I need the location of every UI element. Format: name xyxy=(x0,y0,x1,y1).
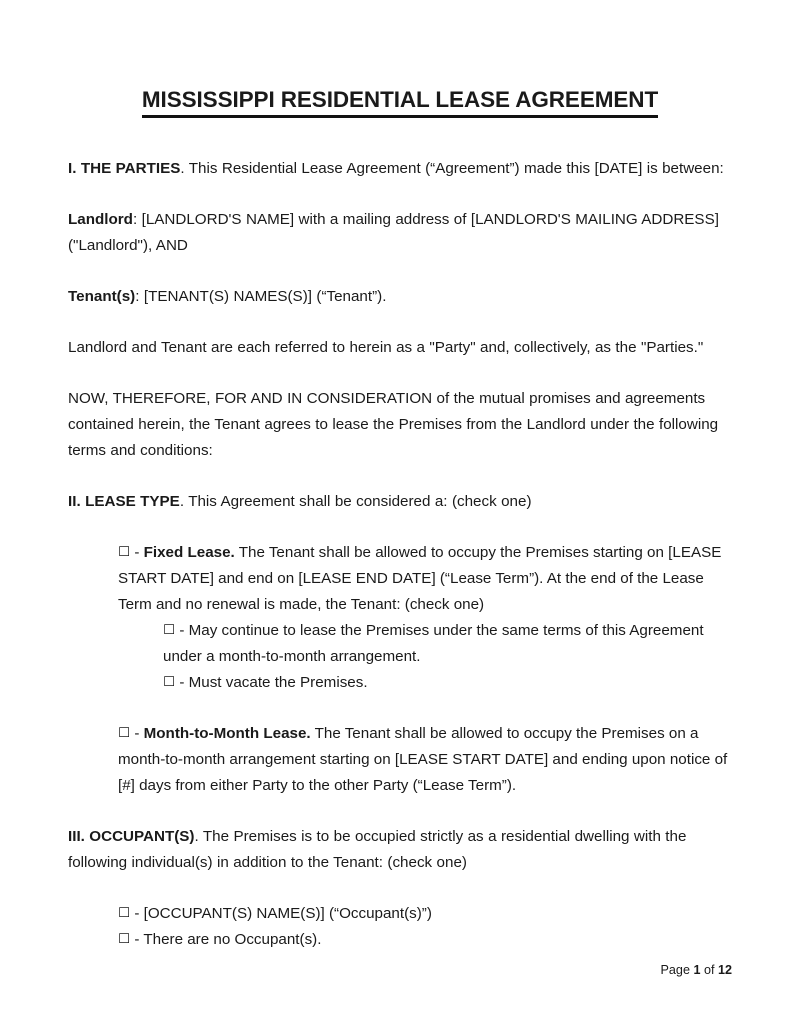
month-to-month-clause xyxy=(68,721,732,799)
occupant-options-block xyxy=(68,901,732,953)
consideration-paragraph: NOW, THEREFORE, FOR AND IN CONSIDERATION of the mutual promises and agreements contained herein, the Tenant agrees to lease the Premises from the Landlord under the following terms and conditions: xyxy=(68,389,719,459)
section-occupants-heading-suffix: . xyxy=(194,827,199,845)
month-to-month-clause-block xyxy=(68,721,732,799)
footer-total-pages: 12 xyxy=(717,963,732,977)
landlord-paragraph xyxy=(68,207,732,259)
checkbox-icon-must-vacate[interactable]: ☐ xyxy=(163,673,176,690)
section-occupants-intro: The Premises is to be occupied strictly as a residential dwelling with the following individual(s) in addition to the Tenant: (check one) xyxy=(68,827,687,871)
must-vacate-dash: - xyxy=(175,673,189,691)
tenant-label: Tenant(s) xyxy=(68,287,136,305)
page-title xyxy=(68,0,732,118)
page-title-text: MISSISSIPPI RESIDENTIAL LEASE AGREEMENT xyxy=(142,88,658,118)
checkbox-icon-occupant-names[interactable]: ☐ xyxy=(118,904,131,921)
month-to-month-text: The Tenant shall be allowed to occupy the Premises on a month-to-month arrangement starting on [LEASE START DATE] and ending upon notice of [#] days from either Party to the other Party (“Lease Term”). xyxy=(118,724,728,794)
no-occupants-text: There are no Occupant(s). xyxy=(143,930,322,948)
fixed-lease-clause-block xyxy=(68,540,732,696)
must-vacate-text: Must vacate the Premises. xyxy=(188,673,368,691)
occupant-names-text: [OCCUPANT(S) NAME(S)] (“Occupant(s)”) xyxy=(143,904,432,922)
party-definition-paragraph: Landlord and Tenant are each referred to herein as a "Party" and, collectively, as the "Parties." xyxy=(68,338,704,356)
section-parties-heading: I. THE PARTIES xyxy=(68,159,181,177)
landlord-text: : [LANDLORD'S NAME] with a mailing address of [LANDLORD'S MAILING ADDRESS] ("Landlord"), AND xyxy=(68,210,719,254)
month-to-month-dash: - xyxy=(130,724,144,742)
section-parties-intro: This Residential Lease Agreement (“Agreement”) made this [DATE] is between: xyxy=(184,159,724,177)
checkbox-icon-no-occupants[interactable]: ☐ xyxy=(118,930,131,947)
fixed-lease-dash: - xyxy=(130,543,144,561)
fixed-lease-text: The Tenant shall be allowed to occupy the Premises starting on [LEASE START DATE] and end on [LEASE END DATE] (“Lease Term”). At the end of the Lease Term and no renewal is made, the Tenant: (check one) xyxy=(118,543,722,613)
no-occupants-dash: - xyxy=(130,930,144,948)
continue-lease-dash: - xyxy=(175,621,189,639)
occupant-option-none xyxy=(68,927,732,953)
continue-lease-text: May continue to lease the Premises under the same terms of this Agreement under a month-to-month arrangement. xyxy=(163,621,704,665)
checkbox-icon-continue-lease[interactable]: ☐ xyxy=(163,621,176,638)
tenant-paragraph xyxy=(68,284,732,310)
footer-middle: of xyxy=(700,963,718,977)
section-lease-type xyxy=(68,489,732,515)
tenant-text: : [TENANT(S) NAMES(S)] (“Tenant”). xyxy=(135,287,387,305)
fixed-lease-clause xyxy=(68,540,732,618)
checkbox-icon-month-to-month[interactable]: ☐ xyxy=(118,724,131,741)
section-lease-type-intro: This Agreement shall be considered a: (check one) xyxy=(184,492,532,510)
occupant-option-names xyxy=(68,901,732,927)
document-body xyxy=(68,156,732,953)
fixed-lease-option-vacate xyxy=(68,670,732,696)
section-parties xyxy=(68,156,732,182)
section-parties-heading-suffix: . xyxy=(180,159,185,177)
fixed-lease-option-continue xyxy=(68,618,732,670)
page-footer xyxy=(661,962,732,978)
footer-prefix: Page xyxy=(660,963,694,977)
occupant-names-dash: - xyxy=(130,904,144,922)
landlord-label: Landlord xyxy=(68,210,133,228)
footer-current-page: 1 xyxy=(693,963,701,977)
section-occupants xyxy=(68,824,732,876)
month-to-month-label: Month-to-Month Lease. xyxy=(143,724,311,742)
section-lease-type-heading: II. LEASE TYPE xyxy=(68,492,180,510)
fixed-lease-label: Fixed Lease. xyxy=(143,543,235,561)
section-occupants-heading: III. OCCUPANT(S) xyxy=(68,827,195,845)
checkbox-icon-fixed-lease[interactable]: ☐ xyxy=(118,543,131,560)
section-lease-type-heading-suffix: . xyxy=(179,492,185,510)
